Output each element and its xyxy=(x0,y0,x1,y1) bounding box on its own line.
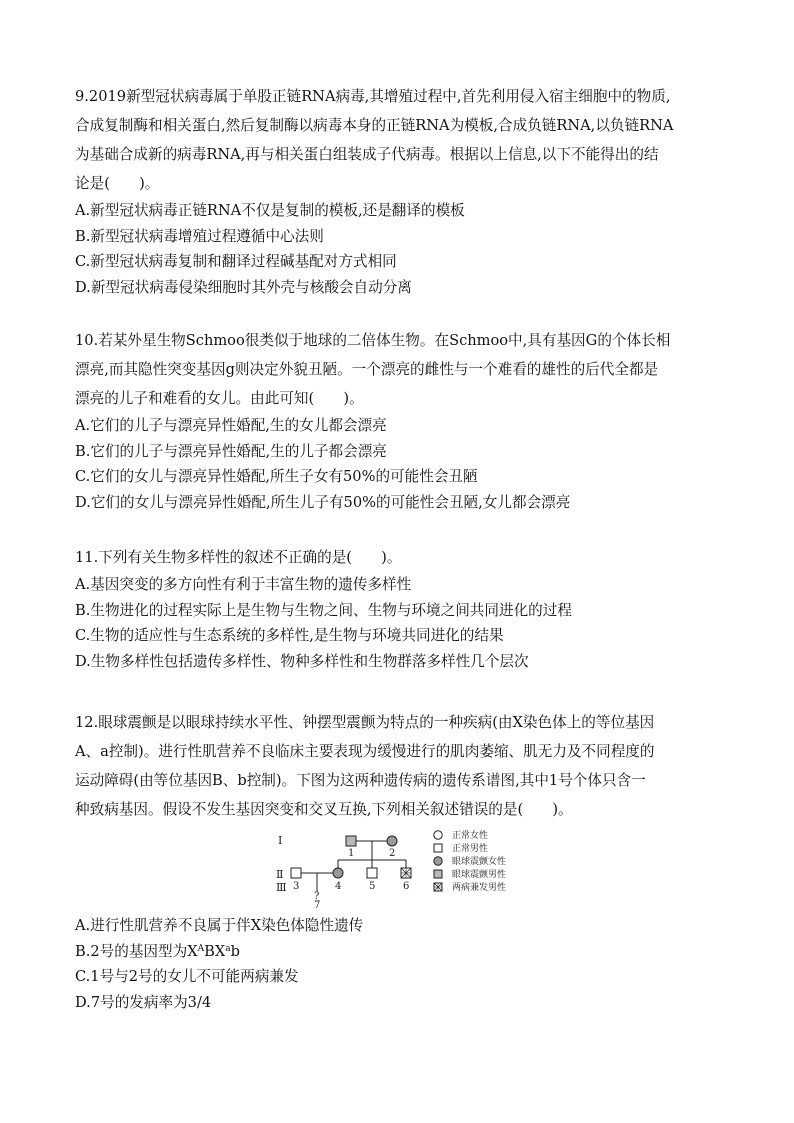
option-a: A.基因突变的多方向性有利于丰富生物的遗传多样性 xyxy=(75,576,412,593)
legend-symbol-eye-tremor-female xyxy=(434,857,442,865)
question-10 xyxy=(75,326,725,515)
generation-label-3: Ⅲ xyxy=(276,881,287,894)
legend-label: 正常男性 xyxy=(452,844,489,854)
individual-2-eye-tremor-female xyxy=(387,836,397,846)
option-c: C.新型冠状病毒复制和翻译过程碱基配对方式相同 xyxy=(75,253,397,270)
option-c: C.生物的适应性与生态系统的多样性,是生物与环境共同进化的结果 xyxy=(75,627,504,644)
individual-number-7: 7 xyxy=(314,900,321,908)
option-b: B.新型冠状病毒增殖过程遵循中心法则 xyxy=(75,227,324,245)
question-stem-line: 漂亮,而其隐性突变基因g则决定外貌丑陋。一个漂亮的雌性与一个难看的雄性的后代全都是 xyxy=(75,361,659,378)
option-b-mid: BX xyxy=(204,942,226,960)
legend-label: 眼球震颤女性 xyxy=(452,857,507,867)
individual-3-normal-male xyxy=(291,868,301,878)
individual-number-6: 6 xyxy=(403,881,410,892)
individual-number-1: 1 xyxy=(348,848,355,859)
question-stem-line: 11.下列有关生物多样性的叙述不正确的是( )。 xyxy=(75,549,402,566)
individual-number-3: 3 xyxy=(293,881,300,892)
individual-1-eye-tremor-male xyxy=(346,836,356,846)
individual-5-normal-male xyxy=(367,868,377,878)
option-b-suffix: b xyxy=(230,942,240,960)
legend-symbol-both-diseases-male xyxy=(434,883,442,891)
legend-label: 眼球震颤男性 xyxy=(452,870,507,880)
allele-superscript: A xyxy=(197,943,205,954)
question-stem-line: 为基础合成新的病毒RNA,再与相关蛋白组装成子代病毒。根据以上信息,以下不能得出的结 xyxy=(75,146,659,163)
option-d: D.7号的发病率为3/4 xyxy=(75,993,212,1011)
option-a: A.它们的儿子与漂亮异性婚配,生的女儿都会漂亮 xyxy=(75,417,387,434)
individual-6-both-diseases-male xyxy=(401,868,411,878)
legend-label: 两病兼发男性 xyxy=(452,883,507,893)
question-12 xyxy=(75,708,725,824)
generation-label-1: Ⅰ xyxy=(278,834,283,847)
option-b: B.生物进化的过程实际上是生物与生物之间、生物与环境之间共同进化的过程 xyxy=(75,601,572,619)
question-stem-line: 漂亮的儿子和难看的女儿。由此可知( )。 xyxy=(75,390,364,407)
option-c: C.它们的女儿与漂亮异性婚配,所生子女有50%的可能性会丑陋 xyxy=(75,468,478,485)
question-stem-line: 论是( )。 xyxy=(75,175,160,192)
option-b xyxy=(75,939,363,965)
pedigree-legend xyxy=(434,829,506,893)
allele-superscript: a xyxy=(225,943,231,954)
option-d: D.生物多样性包括遗传多样性、物种多样性和生物群落多样性几个层次 xyxy=(75,652,529,670)
question-stem-line: 合成复制酶和相关蛋白,然后复制酶以病毒本身的正链RNA为模板,合成负链RNA,以负链RNA xyxy=(75,117,674,134)
question-11 xyxy=(75,543,725,674)
option-c: C.1号与2号的女儿不可能两病兼发 xyxy=(75,968,299,985)
pedigree-chart xyxy=(266,828,532,908)
question-stem-line: 10.若某外星生物Schmoo很类似于地球的二倍体生物。在Schmoo中,具有基因G的个体长相 xyxy=(75,332,671,349)
question-stem-line: 种致病基因。假设不发生基因突变和交叉互换,下列相关叙述错误的是( )。 xyxy=(75,801,573,818)
legend-symbol-eye-tremor-male xyxy=(434,870,442,878)
legend-label: 正常女性 xyxy=(452,831,489,841)
legend-symbol-normal-male xyxy=(434,844,442,852)
option-b: B.它们的儿子与漂亮异性婚配,生的儿子都会漂亮 xyxy=(75,442,387,460)
option-a: A.新型冠状病毒正链RNA不仅是复制的模板,还是翻译的模板 xyxy=(75,202,465,219)
question-stem-line: A、a控制)。进行性肌营养不良临床主要表现为缓慢进行的肌肉萎缩、肌无力及不同程度的 xyxy=(75,743,655,760)
option-a: A.进行性肌营养不良属于伴X染色体隐性遗传 xyxy=(75,917,364,934)
question-stem-line: 9.2019新型冠状病毒属于单股正链RNA病毒,其增殖过程中,首先利用侵入宿主细胞中的物质, xyxy=(75,88,671,105)
individual-4-eye-tremor-female xyxy=(333,868,343,878)
individual-number-4: 4 xyxy=(335,881,342,892)
individual-number-2: 2 xyxy=(389,848,396,859)
question-9 xyxy=(75,82,725,300)
question-stem-line: 12.眼球震颤是以眼球持续水平性、钟摆型震颤为特点的一种疾病(由X染色体上的等位基因 xyxy=(75,714,655,731)
individual-number-5: 5 xyxy=(369,881,376,892)
generation-label-2: Ⅱ xyxy=(276,868,284,881)
option-d: D.它们的女儿与漂亮异性婚配,所生儿子有50%的可能性会丑陋,女儿都会漂亮 xyxy=(75,493,571,511)
option-b-prefix: B.2号的基因型为X xyxy=(75,942,198,960)
legend-symbol-normal-female xyxy=(434,831,442,839)
unknown-individual-mark: ? xyxy=(314,891,320,902)
question-12-options xyxy=(75,913,363,1015)
option-d: D.新型冠状病毒侵染细胞时其外壳与核酸会自动分离 xyxy=(75,278,412,296)
question-stem-line: 运动障碍(由等位基因B、b控制)。下图为这两种遗传病的遗传系谱图,其中1号个体只含一 xyxy=(75,772,646,789)
